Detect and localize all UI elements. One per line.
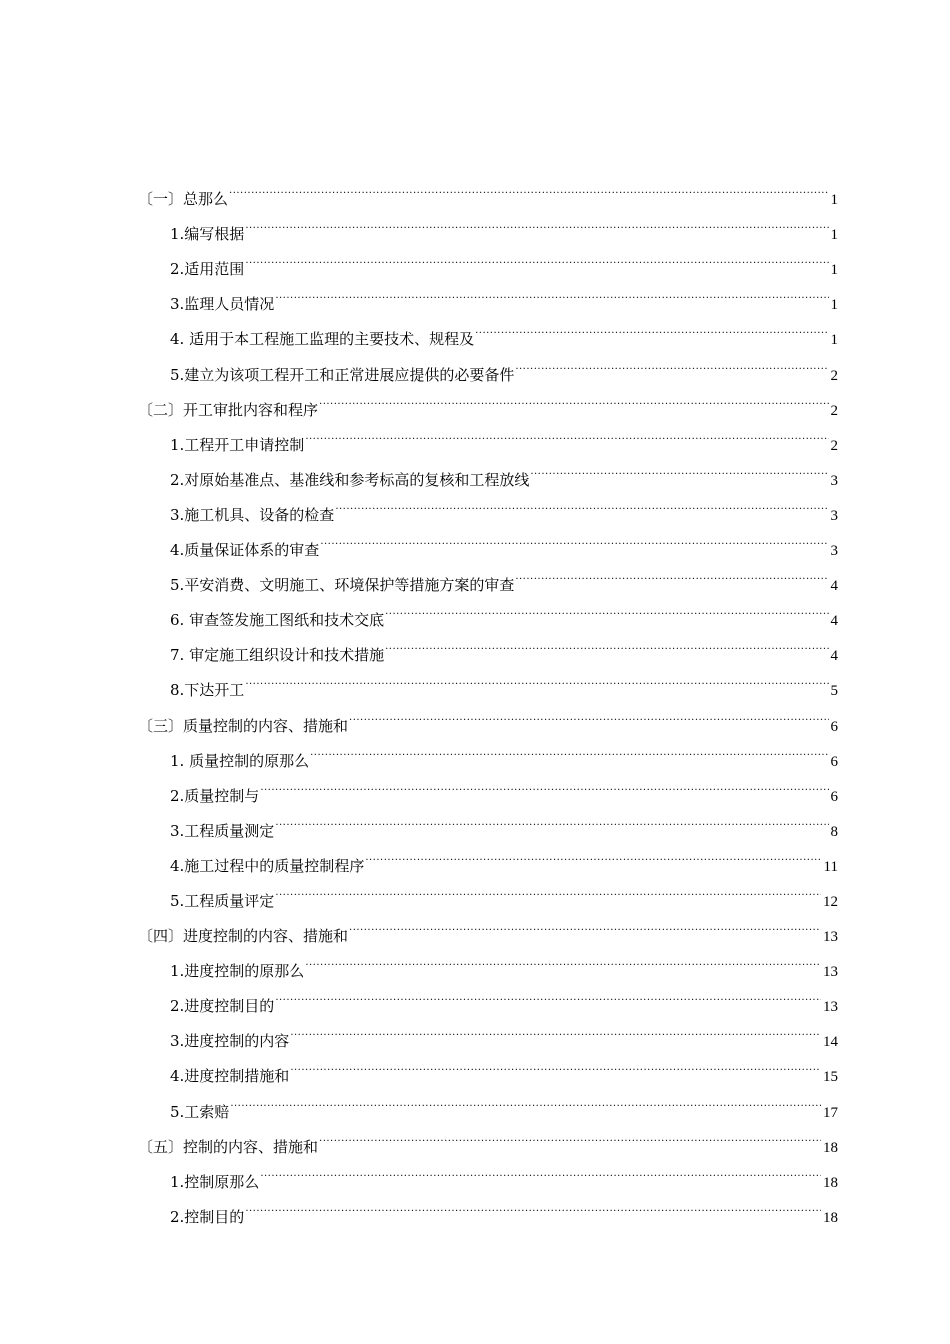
toc-entry-label: 5.平安消费、文明施工、环境保护等措施方案的审查 <box>170 576 515 595</box>
toc-page-number: 13 <box>823 964 838 981</box>
toc-dot-leader <box>514 555 828 590</box>
toc-subsection-entry[interactable] <box>138 204 838 244</box>
toc-entry-label: 2.质量控制与 <box>170 786 260 805</box>
toc-entry-label: 2.进度控制目的 <box>170 997 275 1016</box>
toc-entry-label: 3.进度控制的内容 <box>170 1032 290 1051</box>
toc-entry-label: 6. 审查签发施工图纸和技术交底 <box>170 611 385 630</box>
toc-page-number: 2 <box>830 367 838 384</box>
toc-dot-leader <box>289 1046 821 1081</box>
toc-section-entry[interactable] <box>138 1117 838 1156</box>
toc-page-number: 4 <box>830 613 838 630</box>
toc-page-number: 1 <box>830 262 838 279</box>
toc-entry-label: 1.进度控制的原那么 <box>170 962 305 981</box>
toc-dot-leader <box>309 731 828 766</box>
toc-page-number: 18 <box>823 1139 838 1156</box>
toc-entry-label: 〔二〕开工审批内容和程序 <box>138 400 319 419</box>
toc-dot-leader <box>348 695 828 730</box>
toc-page-number: 1 <box>830 297 838 314</box>
toc-dot-leader <box>474 309 828 344</box>
toc-page-number: 3 <box>830 543 838 560</box>
toc-dot-leader <box>244 1187 821 1222</box>
toc-page-number: 3 <box>830 507 838 524</box>
toc-entry-label: 〔一〕总那么 <box>138 190 229 209</box>
toc-dot-leader <box>259 1152 821 1187</box>
toc-entry-label: 3.监理人员情况 <box>170 295 275 314</box>
toc-page-number: 14 <box>823 1034 838 1051</box>
toc-page-number: 12 <box>823 893 838 910</box>
toc-page-number: 5 <box>830 683 838 700</box>
toc-entry-label: 3.工程质量测定 <box>170 821 275 840</box>
toc-entry-label: 4.施工过程中的质量控制程序 <box>170 856 365 875</box>
toc-entry-label: 1.工程开工申请控制 <box>170 435 305 454</box>
toc-page-number: 13 <box>823 929 838 946</box>
toc-dot-leader <box>319 520 828 555</box>
toc-dot-leader <box>244 239 828 274</box>
toc-dot-leader <box>348 906 821 941</box>
toc-dot-leader <box>244 660 828 695</box>
toc-entry-label: 2.控制目的 <box>170 1207 245 1226</box>
toc-dot-leader <box>514 344 828 379</box>
toc-subsection-entry[interactable] <box>138 1081 838 1121</box>
toc-entry-label: 3.施工机具、设备的检查 <box>170 505 335 524</box>
toc-entry-label: 〔三〕质量控制的内容、措施和 <box>138 716 349 735</box>
toc-dot-leader <box>244 204 828 239</box>
toc-dot-leader <box>318 380 828 415</box>
toc-page-number: 18 <box>823 1209 838 1226</box>
toc-page-number: 13 <box>823 999 838 1016</box>
toc-page-number: 1 <box>830 227 838 244</box>
toc-entry-label: 4. 适用于本工程施工监理的主要技术、规程及 <box>170 330 475 349</box>
toc-entry-label: 〔四〕进度控制的内容、措施和 <box>138 927 349 946</box>
toc-entry-label: 5.工程质量评定 <box>170 891 275 910</box>
toc-entry-label: 1. 质量控制的原那么 <box>170 751 310 770</box>
toc-page-number: 18 <box>823 1174 838 1191</box>
toc-entry-label: 2.对原始基准点、基准线和参考标高的复核和工程放线 <box>170 470 530 489</box>
toc-dot-leader <box>289 1011 821 1046</box>
toc-page-number: 6 <box>830 788 838 805</box>
toc-page-number: 11 <box>823 858 838 875</box>
toc-dot-leader <box>304 941 821 976</box>
toc-dot-leader <box>274 801 828 836</box>
toc-entry-label: 8.下达开工 <box>170 681 245 700</box>
toc-page-number: 1 <box>830 332 838 349</box>
toc-page-number: 8 <box>830 823 838 840</box>
toc-page-number: 4 <box>830 578 838 595</box>
toc-dot-leader <box>274 976 821 1011</box>
toc-dot-leader <box>228 169 828 204</box>
toc-entry-label: 1.控制原那么 <box>170 1172 260 1191</box>
toc-entry-label: 4.进度控制措施和 <box>170 1067 290 1086</box>
toc-dot-leader <box>229 1081 821 1116</box>
toc-page-number: 2 <box>830 437 838 454</box>
toc-dot-leader <box>274 871 821 906</box>
toc-section-entry[interactable] <box>138 169 838 209</box>
toc-dot-leader <box>384 625 828 660</box>
table-of-contents <box>138 169 838 1226</box>
toc-page-number: 2 <box>830 402 838 419</box>
toc-page-number: 1 <box>830 192 838 209</box>
toc-entry-label: 〔五〕控制的内容、措施和 <box>138 1137 319 1156</box>
toc-dot-leader <box>318 1117 821 1152</box>
toc-entry-label: 4.质量保证体系的审查 <box>170 541 320 560</box>
toc-entry-label: 5.工索赔 <box>170 1102 230 1121</box>
toc-dot-leader <box>259 766 828 801</box>
toc-dot-leader <box>364 836 821 871</box>
toc-dot-leader <box>384 590 828 625</box>
toc-page-number: 6 <box>830 753 838 770</box>
toc-page-number: 17 <box>823 1104 838 1121</box>
toc-page-number: 3 <box>830 472 838 489</box>
toc-entry-label: 5.建立为该项工程开工和正常进展应提供的必要备件 <box>170 365 515 384</box>
toc-page-number: 15 <box>823 1069 838 1086</box>
toc-entry-label: 1.编写根据 <box>170 225 245 244</box>
toc-dot-leader <box>334 485 828 520</box>
toc-dot-leader <box>529 450 828 485</box>
toc-page-number: 4 <box>830 648 838 665</box>
toc-entry-label: 7. 审定施工组织设计和技术措施 <box>170 646 385 665</box>
toc-dot-leader <box>304 415 828 450</box>
toc-entry-label: 2.适用范围 <box>170 260 245 279</box>
toc-dot-leader <box>274 274 828 309</box>
toc-page-number: 6 <box>830 718 838 735</box>
